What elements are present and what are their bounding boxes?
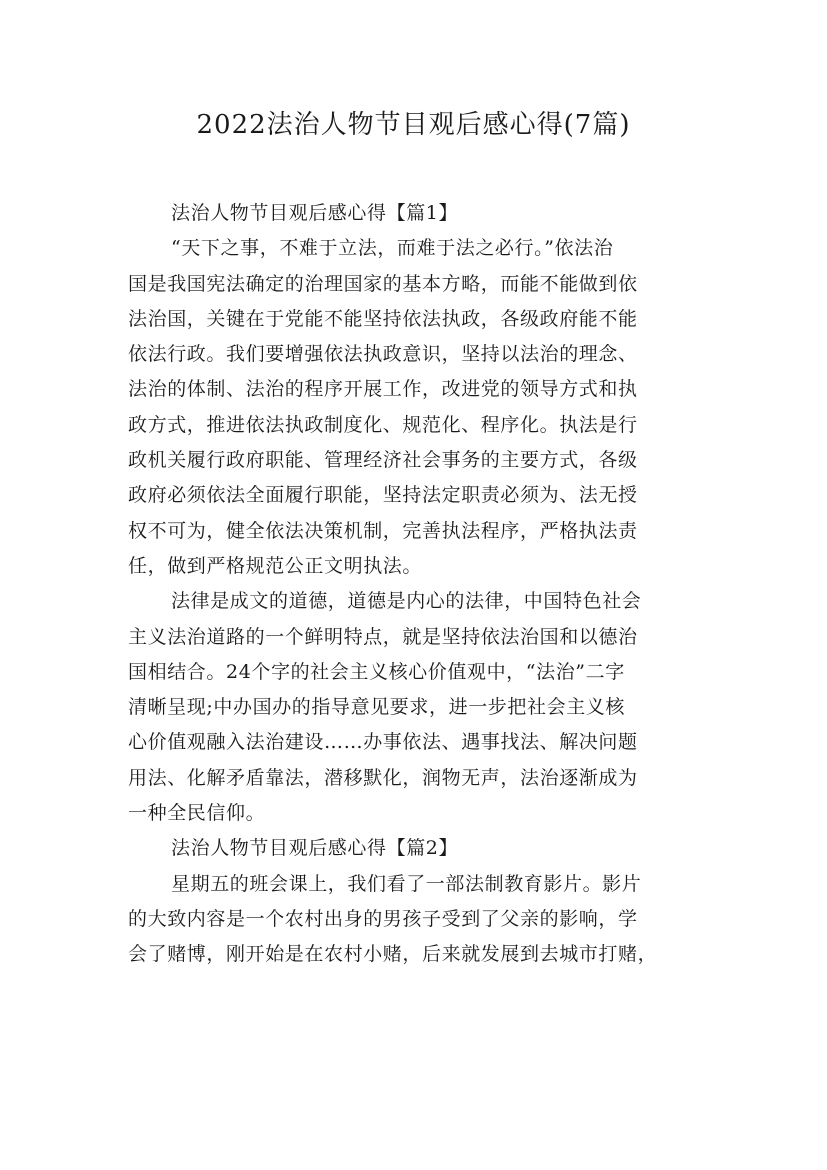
text-line: 任，做到严格规范公正文明执法。 [128, 554, 423, 577]
text-line: 国相结合。24个字的社会主义核心价值观中，“法治”二字 [128, 660, 625, 683]
text-line: 的大致内容是一个农村出身的男孩子受到了父亲的影响，学 [128, 907, 638, 930]
text-line: 政机关履行政府职能、管理经济社会事务的主要方式，各级 [128, 449, 638, 472]
text-line: 政府必须依法全面履行职能，坚持法定职责必须为、法无授 [128, 484, 638, 507]
text-line: 依法行政。我们要增强依法执政意识，坚持以法治的理念、 [128, 343, 638, 366]
text-line: “天下之事，不难于立法，而难于法之必行。”依法治 [171, 237, 614, 260]
text-line: 法律是成文的道德，道德是内心的法律，中国特色社会 [171, 590, 642, 613]
text-line: 法治的体制、法治的程序开展工作，改进党的领导方式和执 [128, 378, 638, 401]
text-line: 心价值观融入法治建设……办事依法、遇事找法、解决问题 [128, 731, 638, 754]
text-line: 一种全民信仰。 [128, 802, 266, 825]
text-line: 法治人物节目观后感心得【篇1】 [171, 202, 459, 224]
text-line: 用法、化解矛盾靠法，潜移默化，润物无声，法治逐渐成为 [128, 766, 638, 789]
text-line: 星期五的班会课上，我们看了一部法制教育影片。影片 [171, 872, 642, 895]
text-line: 政方式，推进依法执政制度化、规范化、程序化。执法是行 [128, 413, 638, 436]
text-line: 会了赌博，刚开始是在农村小赌，后来就发展到去城市打赌， [128, 943, 658, 966]
text-line: 国是我国宪法确定的治理国家的基本方略，而能不能做到依 [128, 272, 638, 295]
document-title: 2022法治人物节目观后感心得(7篇) [196, 110, 631, 140]
text-line: 权不可为，健全依法决策机制，完善执法程序，严格执法责 [128, 519, 638, 542]
text-line: 主义法治道路的一个鲜明特点，就是坚持依法治国和以德治 [128, 625, 638, 648]
document-body [128, 196, 708, 973]
text-line: 法治国，关键在于党能不能坚持依法执政，各级政府能不能 [128, 307, 638, 330]
text-line: 法治人物节目观后感心得【篇2】 [171, 837, 459, 860]
text-line: 清晰呈现;中办国办的指导意见要求，进一步把社会主义核 [128, 696, 626, 719]
